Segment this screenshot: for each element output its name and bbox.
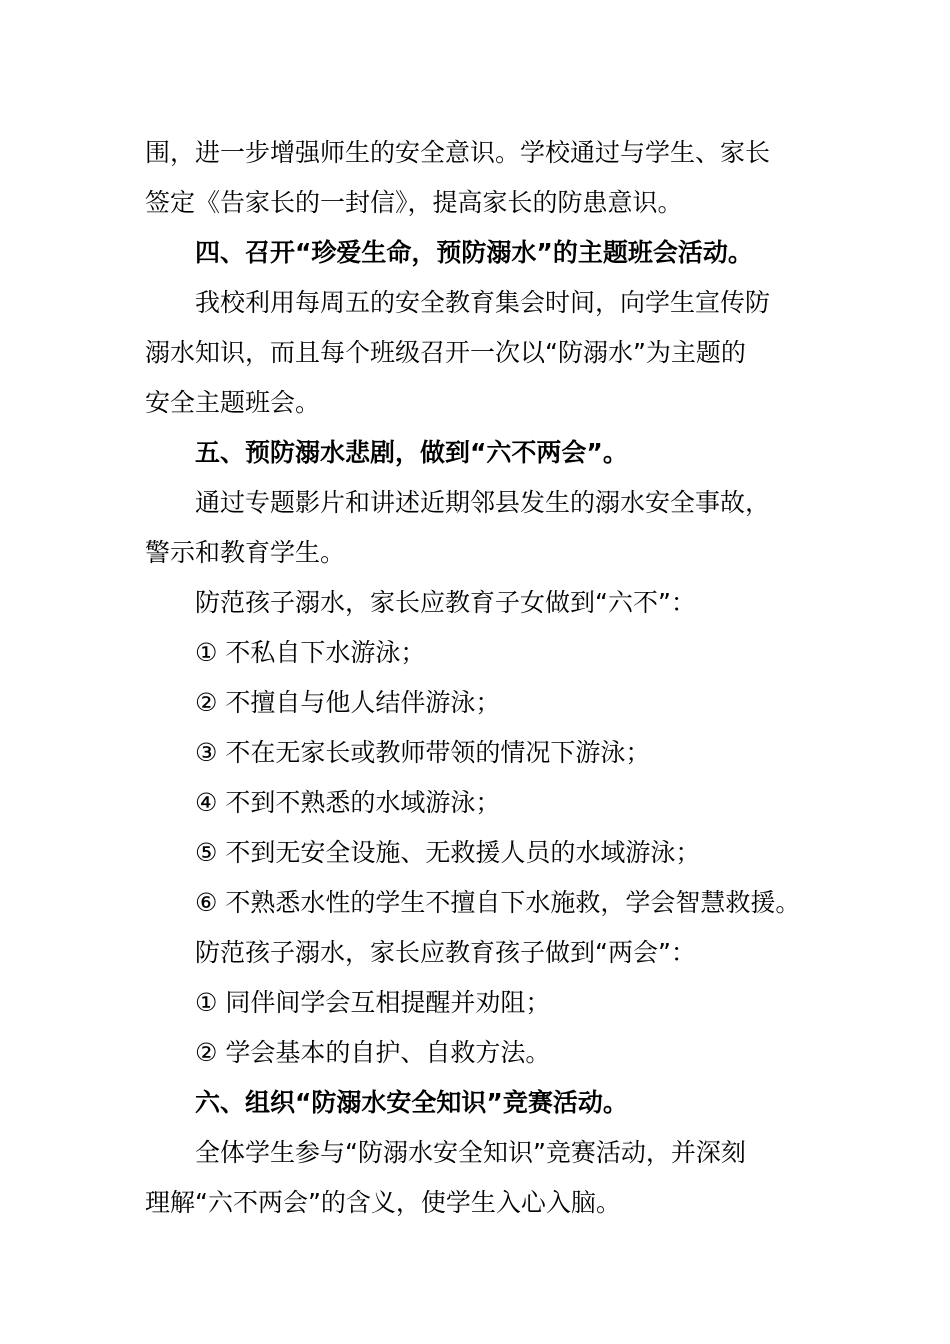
list-item: ③ 不在无家长或教师带领的情况下游泳；	[195, 738, 651, 767]
list-item: ⑥ 不熟悉水性的学生不擅自下水施救，学会智慧救援。	[195, 888, 801, 917]
text-line: 防范孩子溺水，家长应教育子女做到“六不”：	[195, 588, 696, 617]
text-line: 警示和教育学生。	[145, 538, 346, 567]
list-item: ① 不私自下水游泳；	[195, 638, 426, 667]
text-line: 我校利用每周五的安全教育集会时间，向学生宣传防	[195, 288, 771, 317]
text-line: 理解“六不两会”的含义，使学生入心入脑。	[145, 1188, 621, 1217]
list-item: ② 不擅自与他人结伴游泳；	[195, 688, 501, 717]
list-item: ⑤ 不到无安全设施、无救援人员的水域游泳；	[195, 838, 701, 867]
list-item: ④ 不到不熟悉的水域游泳；	[195, 788, 501, 817]
text-line: 安全主题班会。	[145, 388, 321, 417]
text-line: 溺水知识，而且每个班级召开一次以“防溺水”为主题的	[145, 338, 746, 367]
section-heading-4: 四、召开“珍爱生命，预防溺水”的主题班会活动。	[195, 238, 753, 267]
text-line: 防范孩子溺水，家长应教育孩子做到“两会”：	[195, 938, 696, 967]
document-body	[145, 128, 810, 1228]
section-heading-6: 六、组织“防溺水安全知识”竞赛活动。	[195, 1088, 628, 1117]
list-item: ① 同伴间学会互相提醒并劝阻；	[195, 988, 551, 1017]
section-heading-5: 五、预防溺水悲剧，做到“六不两会”。	[195, 438, 628, 467]
text-line: 围，进一步增强师生的安全意识。学校通过与学生、家长	[145, 138, 771, 167]
text-line: 全体学生参与“防溺水安全知识”竞赛活动，并深刻	[195, 1138, 746, 1167]
text-line: 签定《告家长的一封信》，提高家长的防患意识。	[145, 188, 683, 217]
text-line: 通过专题影片和讲述近期邻县发生的溺水安全事故，	[195, 488, 771, 517]
list-item: ② 学会基本的自护、自救方法。	[195, 1038, 551, 1067]
